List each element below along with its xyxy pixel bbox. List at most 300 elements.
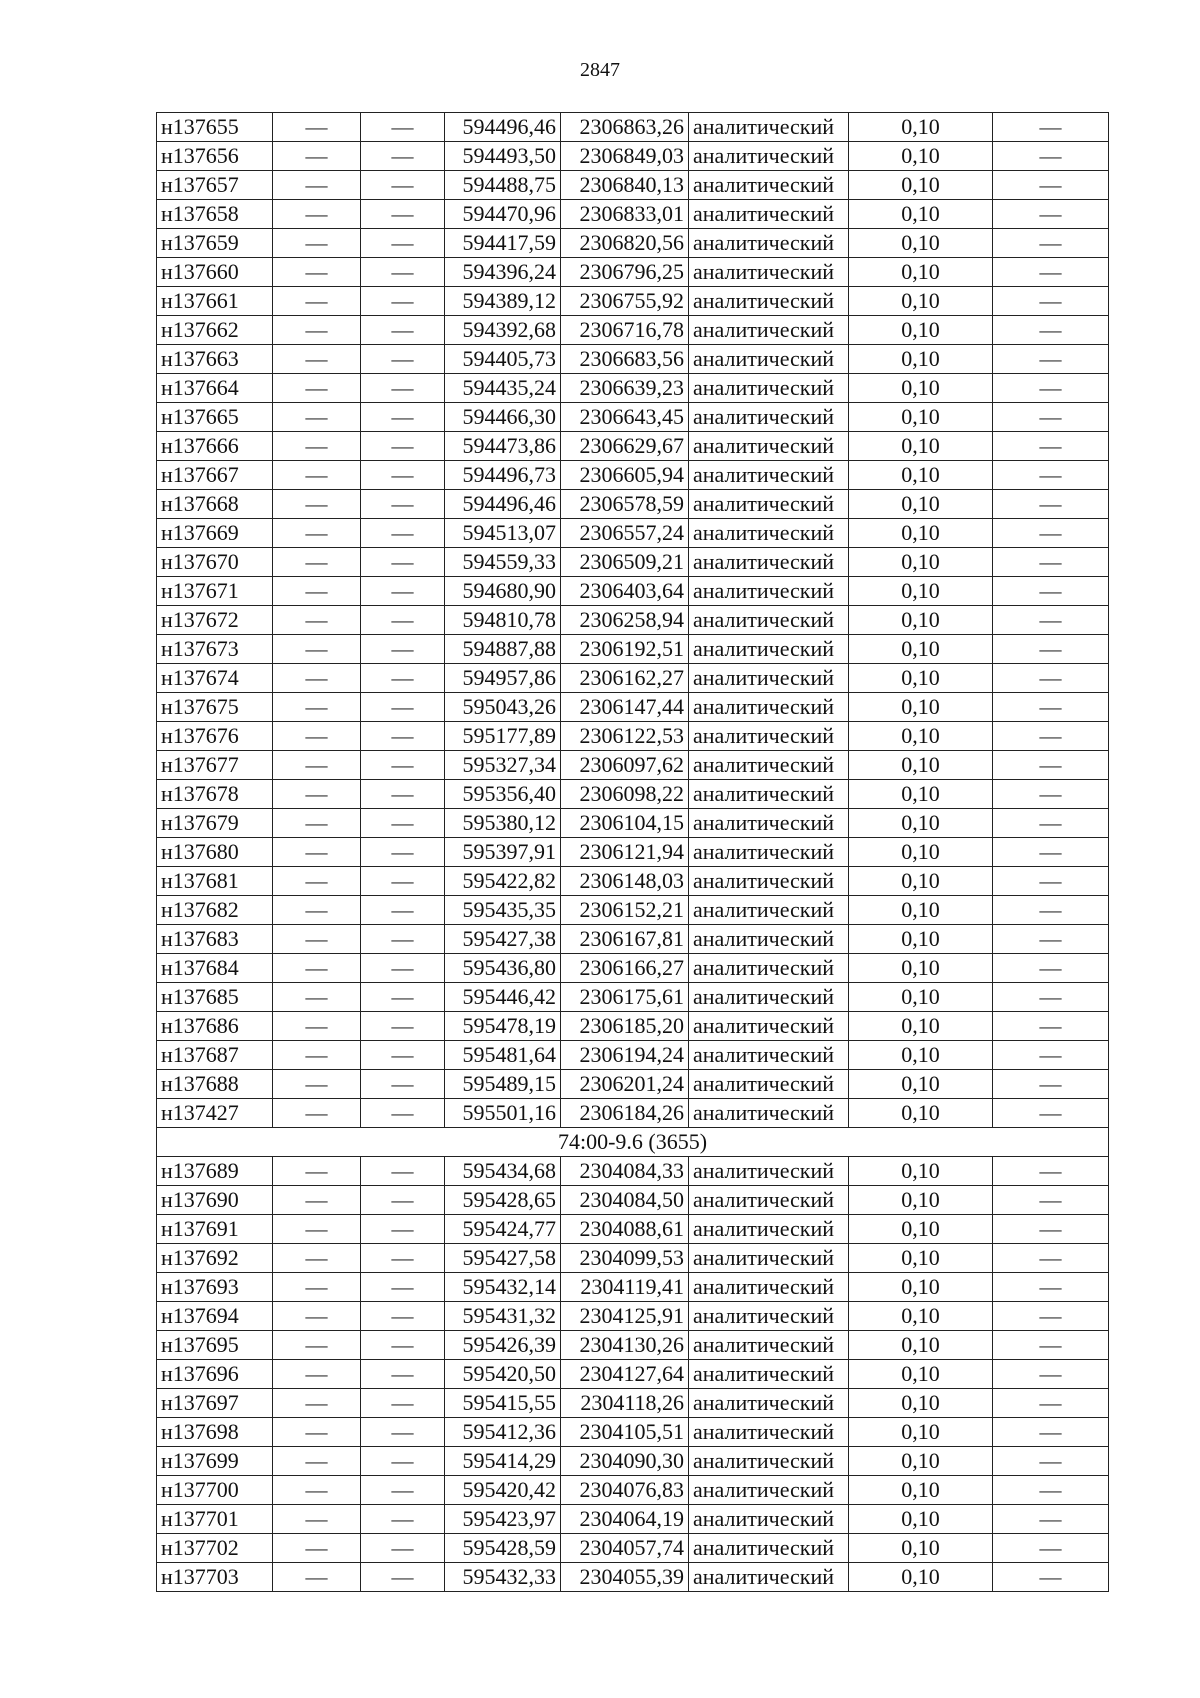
table-row [157,722,1109,751]
empty-value-cell: — [361,1563,445,1592]
empty-value-cell: — [993,1360,1109,1389]
table-row [157,1534,1109,1563]
method-cell: аналитический [689,403,849,432]
coord-y-cell: 2306755,92 [561,287,689,316]
empty-value-cell: — [361,1360,445,1389]
point-id-cell: н137675 [157,693,273,722]
coord-y-cell: 2306403,64 [561,577,689,606]
coord-y-cell: 2306098,22 [561,780,689,809]
empty-value-cell: — [273,1302,361,1331]
coord-x-cell: 594513,07 [445,519,561,548]
coord-y-cell: 2306683,56 [561,345,689,374]
coord-y-cell: 2304099,53 [561,1244,689,1273]
empty-value-cell: — [993,345,1109,374]
empty-value-cell: — [273,113,361,142]
coord-x-cell: 595428,65 [445,1186,561,1215]
empty-value-cell: — [993,374,1109,403]
coord-x-cell: 595420,42 [445,1476,561,1505]
empty-value-cell: — [361,722,445,751]
empty-value-cell: — [361,519,445,548]
empty-value-cell: — [361,1157,445,1186]
empty-value-cell: — [273,316,361,345]
point-id-cell: н137703 [157,1563,273,1592]
method-cell: аналитический [689,722,849,751]
empty-value-cell: — [993,1447,1109,1476]
method-cell: аналитический [689,606,849,635]
coord-x-cell: 594496,46 [445,113,561,142]
point-id-cell: н137695 [157,1331,273,1360]
empty-value-cell: — [993,519,1109,548]
empty-value-cell: — [361,113,445,142]
coord-x-cell: 594435,24 [445,374,561,403]
empty-value-cell: — [273,403,361,432]
empty-value-cell: — [273,635,361,664]
empty-value-cell: — [273,1360,361,1389]
coord-y-cell: 2306162,27 [561,664,689,693]
method-cell: аналитический [689,954,849,983]
method-cell: аналитический [689,113,849,142]
empty-value-cell: — [273,1041,361,1070]
empty-value-cell: — [361,925,445,954]
empty-value-cell: — [993,432,1109,461]
empty-value-cell: — [993,1563,1109,1592]
coord-y-cell: 2304057,74 [561,1534,689,1563]
table-row [157,1505,1109,1534]
method-cell: аналитический [689,1534,849,1563]
accuracy-cell: 0,10 [849,200,993,229]
point-id-cell: н137690 [157,1186,273,1215]
empty-value-cell: — [273,258,361,287]
empty-value-cell: — [361,490,445,519]
coord-y-cell: 2306557,24 [561,519,689,548]
empty-value-cell: — [273,1418,361,1447]
empty-value-cell: — [273,461,361,490]
coord-y-cell: 2304064,19 [561,1505,689,1534]
empty-value-cell: — [273,896,361,925]
method-cell: аналитический [689,229,849,258]
empty-value-cell: — [273,1389,361,1418]
table-row [157,490,1109,519]
accuracy-cell: 0,10 [849,1534,993,1563]
point-id-cell: н137685 [157,983,273,1012]
coord-x-cell: 594496,73 [445,461,561,490]
method-cell: аналитический [689,635,849,664]
table-row [157,838,1109,867]
point-id-cell: н137668 [157,490,273,519]
point-id-cell: н137689 [157,1157,273,1186]
point-id-cell: н137698 [157,1418,273,1447]
empty-value-cell: — [993,171,1109,200]
empty-value-cell: — [273,983,361,1012]
coord-x-cell: 595478,19 [445,1012,561,1041]
coord-x-cell: 595177,89 [445,722,561,751]
table-row [157,1012,1109,1041]
coord-x-cell: 594389,12 [445,287,561,316]
method-cell: аналитический [689,1476,849,1505]
empty-value-cell: — [361,577,445,606]
coord-y-cell: 2306578,59 [561,490,689,519]
empty-value-cell: — [273,1157,361,1186]
coord-y-cell: 2304090,30 [561,1447,689,1476]
coord-x-cell: 595434,68 [445,1157,561,1186]
empty-value-cell: — [993,983,1109,1012]
empty-value-cell: — [993,1041,1109,1070]
table-row [157,1389,1109,1418]
empty-value-cell: — [993,925,1109,954]
empty-value-cell: — [993,809,1109,838]
coord-x-cell: 594473,86 [445,432,561,461]
empty-value-cell: — [993,461,1109,490]
coord-y-cell: 2306643,45 [561,403,689,432]
coord-y-cell: 2304076,83 [561,1476,689,1505]
accuracy-cell: 0,10 [849,1273,993,1302]
point-id-cell: н137701 [157,1505,273,1534]
empty-value-cell: — [361,1041,445,1070]
empty-value-cell: — [993,113,1109,142]
point-id-cell: н137694 [157,1302,273,1331]
point-id-cell: н137674 [157,664,273,693]
method-cell: аналитический [689,577,849,606]
method-cell: аналитический [689,1418,849,1447]
point-id-cell: н137659 [157,229,273,258]
empty-value-cell: — [273,548,361,577]
accuracy-cell: 0,10 [849,867,993,896]
point-id-cell: н137699 [157,1447,273,1476]
table-row [157,664,1109,693]
method-cell: аналитический [689,374,849,403]
table-row [157,1360,1109,1389]
coord-x-cell: 595501,16 [445,1099,561,1128]
table-row [157,519,1109,548]
accuracy-cell: 0,10 [849,1070,993,1099]
empty-value-cell: — [361,1302,445,1331]
accuracy-cell: 0,10 [849,896,993,925]
accuracy-cell: 0,10 [849,1215,993,1244]
accuracy-cell: 0,10 [849,432,993,461]
table-row [157,1215,1109,1244]
empty-value-cell: — [361,1012,445,1041]
accuracy-cell: 0,10 [849,113,993,142]
coord-y-cell: 2306796,25 [561,258,689,287]
point-id-cell: н137655 [157,113,273,142]
accuracy-cell: 0,10 [849,780,993,809]
point-id-cell: н137670 [157,548,273,577]
table-row [157,258,1109,287]
table-row [157,548,1109,577]
accuracy-cell: 0,10 [849,664,993,693]
point-id-cell: н137686 [157,1012,273,1041]
coord-y-cell: 2306605,94 [561,461,689,490]
table-row [157,432,1109,461]
empty-value-cell: — [273,809,361,838]
accuracy-cell: 0,10 [849,809,993,838]
coord-y-cell: 2304084,33 [561,1157,689,1186]
coord-y-cell: 2306175,61 [561,983,689,1012]
empty-value-cell: — [273,171,361,200]
table-row [157,1157,1109,1186]
table-row [157,983,1109,1012]
accuracy-cell: 0,10 [849,1099,993,1128]
accuracy-cell: 0,10 [849,142,993,171]
coord-x-cell: 594417,59 [445,229,561,258]
empty-value-cell: — [361,896,445,925]
accuracy-cell: 0,10 [849,1157,993,1186]
coord-x-cell: 595427,58 [445,1244,561,1273]
coord-x-cell: 594957,86 [445,664,561,693]
table-row [157,1331,1109,1360]
empty-value-cell: — [361,780,445,809]
coord-x-cell: 595356,40 [445,780,561,809]
empty-value-cell: — [361,1389,445,1418]
method-cell: аналитический [689,1447,849,1476]
empty-value-cell: — [273,693,361,722]
empty-value-cell: — [361,954,445,983]
table-row [157,635,1109,664]
empty-value-cell: — [361,838,445,867]
method-cell: аналитический [689,1505,849,1534]
empty-value-cell: — [993,577,1109,606]
empty-value-cell: — [993,896,1109,925]
empty-value-cell: — [361,635,445,664]
coord-y-cell: 2306833,01 [561,200,689,229]
empty-value-cell: — [361,461,445,490]
coord-y-cell: 2306104,15 [561,809,689,838]
empty-value-cell: — [993,693,1109,722]
empty-value-cell: — [993,316,1109,345]
table-row [157,1273,1109,1302]
method-cell: аналитический [689,345,849,374]
point-id-cell: н137688 [157,1070,273,1099]
method-cell: аналитический [689,1273,849,1302]
empty-value-cell: — [993,1302,1109,1331]
coord-x-cell: 594470,96 [445,200,561,229]
coord-y-cell: 2306166,27 [561,954,689,983]
table-row [157,461,1109,490]
empty-value-cell: — [273,142,361,171]
coord-x-cell: 594810,78 [445,606,561,635]
coord-y-cell: 2306194,24 [561,1041,689,1070]
empty-value-cell: — [361,693,445,722]
coord-x-cell: 595414,29 [445,1447,561,1476]
coord-x-cell: 595432,14 [445,1273,561,1302]
coord-x-cell: 594396,24 [445,258,561,287]
accuracy-cell: 0,10 [849,403,993,432]
coord-y-cell: 2306863,26 [561,113,689,142]
coord-y-cell: 2306167,81 [561,925,689,954]
coord-x-cell: 594405,73 [445,345,561,374]
point-id-cell: н137680 [157,838,273,867]
table-row [157,316,1109,345]
coord-y-cell: 2304125,91 [561,1302,689,1331]
coord-x-cell: 595481,64 [445,1041,561,1070]
table-row [157,1186,1109,1215]
coord-y-cell: 2304118,26 [561,1389,689,1418]
point-id-cell: н137696 [157,1360,273,1389]
empty-value-cell: — [273,1186,361,1215]
point-id-cell: н137679 [157,809,273,838]
coord-x-cell: 595380,12 [445,809,561,838]
table-row [157,171,1109,200]
empty-value-cell: — [273,1012,361,1041]
method-cell: аналитический [689,548,849,577]
empty-value-cell: — [993,635,1109,664]
empty-value-cell: — [361,751,445,780]
empty-value-cell: — [361,983,445,1012]
empty-value-cell: — [273,1273,361,1302]
empty-value-cell: — [273,838,361,867]
method-cell: аналитический [689,867,849,896]
empty-value-cell: — [361,867,445,896]
empty-value-cell: — [273,722,361,751]
table-row [157,693,1109,722]
method-cell: аналитический [689,1331,849,1360]
empty-value-cell: — [993,1505,1109,1534]
empty-value-cell: — [993,1070,1109,1099]
point-id-cell: н137681 [157,867,273,896]
coord-x-cell: 594559,33 [445,548,561,577]
accuracy-cell: 0,10 [849,693,993,722]
accuracy-cell: 0,10 [849,751,993,780]
method-cell: аналитический [689,896,849,925]
accuracy-cell: 0,10 [849,1041,993,1070]
empty-value-cell: — [361,229,445,258]
table-row [157,345,1109,374]
accuracy-cell: 0,10 [849,1563,993,1592]
empty-value-cell: — [993,490,1109,519]
coord-x-cell: 595424,77 [445,1215,561,1244]
empty-value-cell: — [273,1534,361,1563]
empty-value-cell: — [273,954,361,983]
table-row [157,751,1109,780]
method-cell: аналитический [689,1563,849,1592]
table-row [157,809,1109,838]
empty-value-cell: — [993,229,1109,258]
empty-value-cell: — [273,577,361,606]
accuracy-cell: 0,10 [849,1186,993,1215]
point-id-cell: н137656 [157,142,273,171]
table-row [157,1476,1109,1505]
point-id-cell: н137682 [157,896,273,925]
coord-y-cell: 2304127,64 [561,1360,689,1389]
coord-x-cell: 594887,88 [445,635,561,664]
coord-y-cell: 2306509,21 [561,548,689,577]
coord-x-cell: 594466,30 [445,403,561,432]
empty-value-cell: — [361,664,445,693]
empty-value-cell: — [273,664,361,693]
empty-value-cell: — [993,403,1109,432]
method-cell: аналитический [689,1360,849,1389]
table-row [157,1041,1109,1070]
empty-value-cell: — [361,200,445,229]
coord-x-cell: 595432,33 [445,1563,561,1592]
coordinates-table [156,112,1109,1592]
accuracy-cell: 0,10 [849,171,993,200]
empty-value-cell: — [273,200,361,229]
empty-value-cell: — [273,1099,361,1128]
empty-value-cell: — [361,1534,445,1563]
empty-value-cell: — [993,1157,1109,1186]
accuracy-cell: 0,10 [849,606,993,635]
point-id-cell: н137700 [157,1476,273,1505]
coord-x-cell: 595435,35 [445,896,561,925]
accuracy-cell: 0,10 [849,1505,993,1534]
coord-x-cell: 595043,26 [445,693,561,722]
table-row [157,1418,1109,1447]
empty-value-cell: — [361,809,445,838]
coord-y-cell: 2306820,56 [561,229,689,258]
accuracy-cell: 0,10 [849,345,993,374]
coord-x-cell: 594392,68 [445,316,561,345]
empty-value-cell: — [993,1476,1109,1505]
coord-y-cell: 2304130,26 [561,1331,689,1360]
accuracy-cell: 0,10 [849,1331,993,1360]
empty-value-cell: — [361,1070,445,1099]
method-cell: аналитический [689,142,849,171]
coord-y-cell: 2306201,24 [561,1070,689,1099]
coord-y-cell: 2304105,51 [561,1418,689,1447]
point-id-cell: н137697 [157,1389,273,1418]
point-id-cell: н137671 [157,577,273,606]
point-id-cell: н137683 [157,925,273,954]
table-row [157,780,1109,809]
point-id-cell: н137684 [157,954,273,983]
table-row [157,142,1109,171]
accuracy-cell: 0,10 [849,838,993,867]
empty-value-cell: — [273,287,361,316]
method-cell: аналитический [689,1157,849,1186]
accuracy-cell: 0,10 [849,461,993,490]
accuracy-cell: 0,10 [849,577,993,606]
empty-value-cell: — [273,925,361,954]
coord-x-cell: 594488,75 [445,171,561,200]
empty-value-cell: — [993,1012,1109,1041]
coord-y-cell: 2306629,67 [561,432,689,461]
empty-value-cell: — [361,403,445,432]
coord-y-cell: 2304119,41 [561,1273,689,1302]
coord-y-cell: 2306192,51 [561,635,689,664]
accuracy-cell: 0,10 [849,548,993,577]
table-row [157,1447,1109,1476]
table-row [157,403,1109,432]
empty-value-cell: — [993,1418,1109,1447]
method-cell: аналитический [689,751,849,780]
method-cell: аналитический [689,809,849,838]
empty-value-cell: — [361,316,445,345]
empty-value-cell: — [273,1447,361,1476]
point-id-cell: н137676 [157,722,273,751]
point-id-cell: н137667 [157,461,273,490]
empty-value-cell: — [273,1244,361,1273]
empty-value-cell: — [993,751,1109,780]
coord-x-cell: 595427,38 [445,925,561,954]
empty-value-cell: — [361,287,445,316]
coord-y-cell: 2306122,53 [561,722,689,751]
point-id-cell: н137687 [157,1041,273,1070]
empty-value-cell: — [273,1070,361,1099]
empty-value-cell: — [993,200,1109,229]
coordinates-table-body [157,113,1109,1592]
empty-value-cell: — [273,1476,361,1505]
section-header: 74:00-9.6 (3655) [157,1128,1109,1157]
empty-value-cell: — [273,1563,361,1592]
empty-value-cell: — [993,1215,1109,1244]
coord-y-cell: 2306849,03 [561,142,689,171]
method-cell: аналитический [689,258,849,287]
point-id-cell: н137427 [157,1099,273,1128]
coord-x-cell: 595431,32 [445,1302,561,1331]
point-id-cell: н137665 [157,403,273,432]
empty-value-cell: — [361,1273,445,1302]
